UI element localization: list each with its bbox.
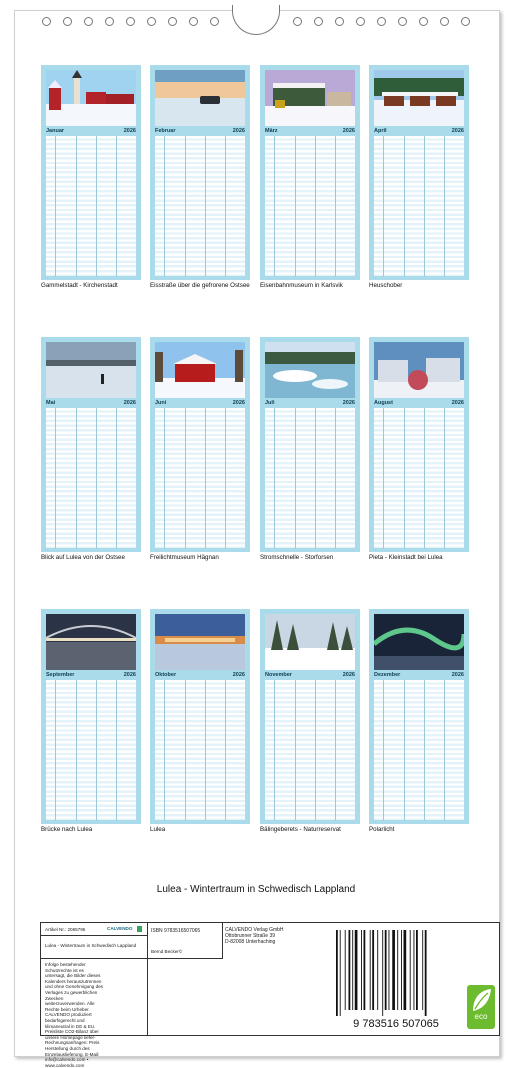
month-header (46, 399, 136, 408)
month-panel (260, 609, 360, 824)
month-caption: Freilichtmuseum Hägnan (150, 554, 219, 561)
month-header (265, 399, 355, 408)
month-panel (150, 65, 250, 280)
publisher-address (225, 927, 284, 946)
month-name: November (265, 672, 292, 678)
barcode-digits: 9 783516 507065 (353, 1018, 439, 1030)
binding-hole (42, 17, 51, 26)
month-caption: Gammelstadt - Kirchenstadt (41, 282, 118, 289)
isbn-cell (148, 923, 223, 959)
month-header (265, 671, 355, 680)
binding-hole (105, 17, 114, 26)
month-name: Februar (155, 128, 176, 134)
binding-hole (314, 17, 323, 26)
month-photo (155, 70, 245, 126)
month-photo (155, 342, 245, 398)
month-photo (374, 70, 464, 126)
month-panel (260, 337, 360, 552)
month-photo (46, 614, 136, 670)
month-caption: Eisstraße über die gefrorene Ostsee (150, 282, 250, 289)
month-year: 2026 (451, 400, 464, 406)
brand-mark-icon (137, 926, 142, 932)
month-year: 2026 (451, 128, 464, 134)
month-name: Juli (265, 400, 275, 406)
binding-hole (63, 17, 72, 26)
binding-hole (189, 17, 198, 26)
month-photo (265, 614, 355, 670)
month-name: Oktober (155, 672, 177, 678)
month-name: Juni (155, 400, 167, 406)
binding-hole (398, 17, 407, 26)
month-year: 2026 (232, 400, 245, 406)
calvendo-logo: CALVENDO (107, 926, 133, 931)
planner-grid (265, 680, 355, 820)
binding-hole (335, 17, 344, 26)
binding-hole (210, 17, 219, 26)
month-name: Januar (46, 128, 65, 134)
eco-label: eco (474, 1011, 488, 1021)
month-header (155, 127, 245, 136)
planner-grid (374, 136, 464, 276)
month-panel (150, 609, 250, 824)
binding-hole (293, 17, 302, 26)
article-number: Artikel Nr.: 2065795 (45, 927, 86, 932)
month-caption: Lulea (150, 826, 166, 833)
legal-cell (41, 959, 148, 1068)
publisher-city: D-82008 Unterhaching (225, 939, 276, 946)
month-panel (41, 337, 141, 552)
binding-hole (168, 17, 177, 26)
barcode (328, 926, 458, 1030)
month-year: 2026 (123, 672, 136, 678)
planner-grid (46, 408, 136, 548)
binding-hole (147, 17, 156, 26)
binding-hole (126, 17, 135, 26)
month-caption: Pieta - Kleinstadt bei Lulea (369, 554, 443, 561)
calendar-title: Lulea - Wintertraum in Schwedisch Lappland (156, 884, 356, 895)
planner-grid (374, 408, 464, 548)
month-photo (46, 342, 136, 398)
month-panel (369, 609, 469, 824)
imprint-box (40, 922, 500, 1068)
month-caption: Brücke nach Lulea (41, 826, 93, 833)
month-panel (260, 65, 360, 280)
month-year: 2026 (232, 672, 245, 678)
isbn: ISBN 9783516507065 (151, 928, 201, 934)
month-photo (155, 614, 245, 670)
binding-hole (377, 17, 386, 26)
binding-hole (461, 17, 470, 26)
eco-badge (467, 985, 495, 1029)
planner-grid (155, 136, 245, 276)
month-year: 2026 (342, 400, 355, 406)
author: Bernd Becker© (151, 949, 183, 954)
month-photo (374, 342, 464, 398)
month-year: 2026 (451, 672, 464, 678)
month-caption: Heuschober (369, 282, 403, 289)
planner-grid (374, 680, 464, 820)
month-panel (41, 65, 141, 280)
month-caption: Bälingeberets - Naturreservat (260, 826, 341, 833)
month-header (46, 127, 136, 136)
month-header (46, 671, 136, 680)
month-caption: Polarlicht (369, 826, 395, 833)
binding-hole (440, 17, 449, 26)
month-header (374, 127, 464, 136)
month-header (265, 127, 355, 136)
month-caption: Stromschnelle - Storforsen (260, 554, 334, 561)
month-name: September (46, 672, 75, 678)
planner-grid (46, 680, 136, 820)
month-year: 2026 (342, 672, 355, 678)
month-name: August (374, 400, 393, 406)
month-header (155, 399, 245, 408)
month-photo (46, 70, 136, 126)
month-year: 2026 (123, 400, 136, 406)
planner-grid (46, 136, 136, 276)
imprint-title: Lulea - Wintertraum in Schwedisch Lappland (45, 943, 137, 948)
month-panel (369, 65, 469, 280)
article-cell (41, 923, 148, 936)
title-cell (41, 936, 148, 959)
month-panel (150, 337, 250, 552)
legal-text: Infolge bestehender Schutzrechte ist es untersagt, die Bilder dieses Kalenders herauszutrennen und ohne Genehmigung des Verlages zu gewerblichen Zwecken weiterzuverwenden. Alle Rechte beim Urheber. CALVENDO produziert bedarfsgerecht und klimaneutral in DE & EU. Preisliste CO2-Bilanz über unsere Homepage liefer- Rechnungsanfragen: Preis Herstellung durch des Einzelauslieferung. E-Mail: info@calvendo.com • www.calvendo.com (45, 962, 103, 1068)
binding-hole (356, 17, 365, 26)
binding-hole (84, 17, 93, 26)
publisher-name: CALVENDO Verlag GmbH (225, 927, 284, 933)
planner-grid (265, 136, 355, 276)
planner-grid (155, 408, 245, 548)
month-year: 2026 (342, 128, 355, 134)
month-photo (374, 614, 464, 670)
month-name: Mai (46, 400, 56, 406)
month-year: 2026 (123, 128, 136, 134)
month-caption: Eisenbahnmuseum in Karlsvik (260, 282, 343, 289)
planner-grid (265, 408, 355, 548)
month-caption: Blick auf Lulea von der Ostsee (41, 554, 125, 561)
month-name: April (374, 128, 387, 134)
publisher-street: Ottobrunner Straße 39 (225, 933, 276, 940)
month-name: März (265, 128, 278, 134)
leaf-icon (467, 985, 495, 1015)
month-header (374, 671, 464, 680)
planner-grid (155, 680, 245, 820)
month-panel (369, 337, 469, 552)
month-year: 2026 (232, 128, 245, 134)
month-name: Dezember (374, 672, 401, 678)
month-panel (41, 609, 141, 824)
month-header (374, 399, 464, 408)
month-header (155, 671, 245, 680)
month-photo (265, 342, 355, 398)
month-photo (265, 70, 355, 126)
binding-hole (419, 17, 428, 26)
